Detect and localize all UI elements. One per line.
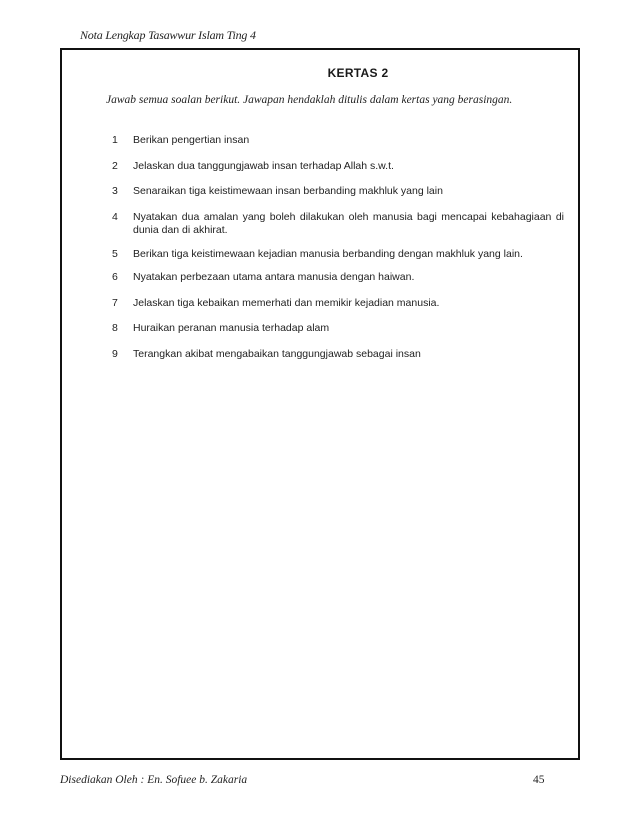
question-text: Berikan pengertian insan	[133, 134, 250, 146]
instruction-text: Jawab semua soalan berikut. Jawapan hendaklah ditulis dalam kertas yang berasingan.	[106, 94, 513, 106]
question-number: 1	[112, 134, 118, 146]
question-number: 3	[112, 185, 118, 197]
question-text: Terangkan akibat mengabaikan tanggungjawab sebagai insan	[133, 347, 421, 360]
question-frame	[60, 48, 580, 760]
question-text: Nyatakan perbezaan utama antara manusia dengan haiwan.	[133, 271, 415, 283]
question-text: Berikan tiga keistimewaan kejadian manusia berbanding dengan makhluk yang lain.	[133, 247, 523, 260]
question-item	[112, 322, 564, 336]
question-text: Senaraikan tiga keistimewaan insan berbanding makhluk yang lain	[133, 185, 443, 197]
paper-heading: KERTAS 2	[327, 66, 389, 80]
question-number: 8	[112, 322, 118, 334]
page-header-title: Nota Lengkap Tasawwur Islam Ting 4	[80, 28, 256, 42]
question-item	[112, 160, 564, 174]
question-text: Huraikan peranan manusia terhadap alam	[133, 322, 330, 334]
question-number: 7	[112, 296, 118, 309]
question-number: 6	[112, 271, 118, 283]
question-number: 9	[112, 347, 118, 360]
question-item	[112, 211, 564, 238]
page-number: 45	[533, 774, 545, 786]
question-number: 5	[112, 247, 118, 260]
footer-prepared-by: Disediakan Oleh : En. Sofuee b. Zakaria	[60, 774, 248, 786]
question-number: 2	[112, 159, 118, 172]
question-item	[112, 185, 564, 199]
question-item	[112, 134, 564, 148]
question-item	[112, 297, 564, 311]
question-item	[112, 248, 564, 262]
question-text: Jelaskan tiga kebaikan memerhati dan memikir kejadian manusia.	[133, 296, 440, 309]
question-item	[112, 271, 564, 285]
question-number: 4	[112, 210, 118, 223]
question-text: Nyatakan dua amalan yang boleh dilakukan oleh manusia bagi mencapai kebahagiaan di dunia dan di akhirat.	[133, 210, 564, 236]
question-text: Jelaskan dua tanggungjawab insan terhadap Allah s.w.t.	[133, 159, 394, 172]
question-item	[112, 348, 564, 362]
question-list	[112, 134, 564, 360]
